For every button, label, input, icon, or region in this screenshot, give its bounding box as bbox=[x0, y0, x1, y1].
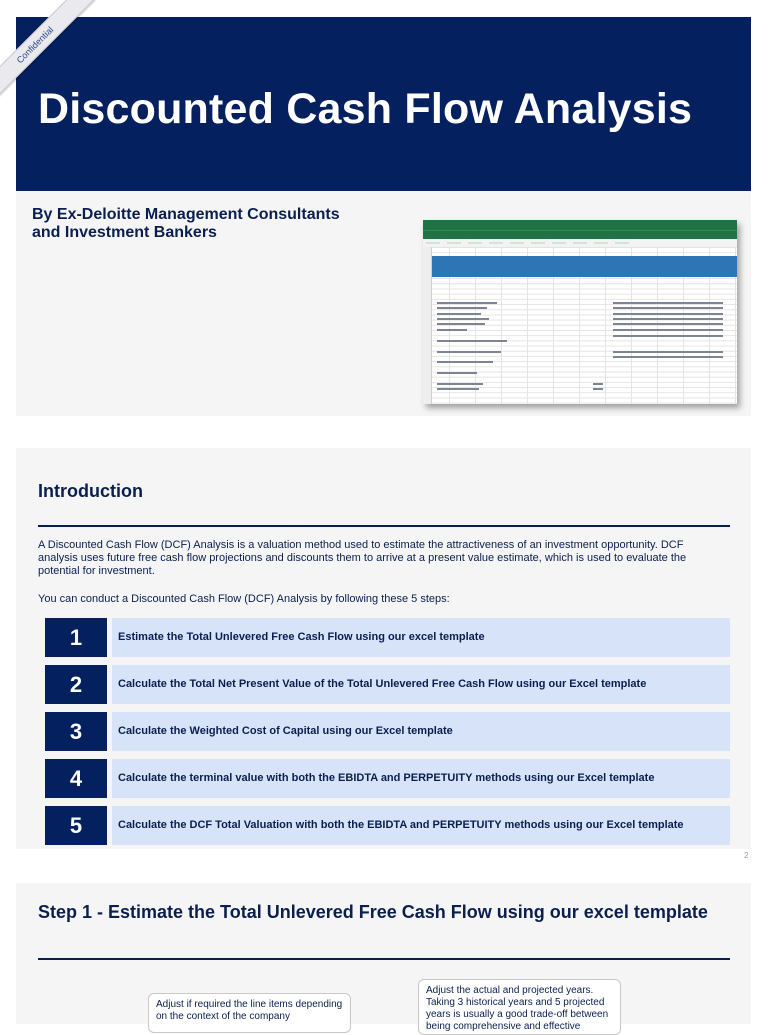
excel-label-line bbox=[437, 361, 493, 363]
excel-value-line bbox=[613, 329, 723, 331]
title-banner bbox=[16, 17, 751, 191]
excel-label-line bbox=[437, 329, 467, 331]
introduction-slide bbox=[16, 448, 751, 849]
excel-label-line bbox=[437, 313, 481, 315]
step-row-4 bbox=[45, 759, 730, 798]
steps-lead-text: You can conduct a Discounted Cash Flow (DCF) Analysis by following these 5 steps: bbox=[38, 593, 450, 605]
excel-value-line bbox=[613, 307, 723, 309]
page-number: 2 bbox=[744, 851, 749, 860]
intro-paragraph: A Discounted Cash Flow (DCF) Analysis is a valuation method used to estimate the attractiveness of an investment opportunity. DCF analysis uses future free cash flow projections and discounts them to arrive at a present value estimate, which is used to evaluate the potential for investment. bbox=[38, 539, 687, 577]
excel-label-line bbox=[437, 302, 497, 304]
excel-ribbon bbox=[423, 230, 737, 239]
heading-divider bbox=[38, 958, 730, 960]
step-description: Calculate the terminal value with both the EBIDTA and PERPETUITY methods using our Excel template bbox=[112, 759, 730, 798]
heading-divider bbox=[38, 525, 730, 527]
excel-label-line bbox=[437, 388, 479, 390]
callout-line-items: Adjust if required the line items depending on the context of the company bbox=[148, 993, 351, 1033]
step-1-slide bbox=[16, 883, 751, 1032]
step-row-2 bbox=[45, 665, 730, 704]
step-description: Estimate the Total Unlevered Free Cash Flow using our excel template bbox=[112, 618, 730, 657]
step-number: 3 bbox=[45, 712, 107, 751]
excel-label-line bbox=[437, 307, 487, 309]
byline: By Ex-Deloitte Management Consultants and Investment Bankers bbox=[32, 206, 340, 241]
excel-label-line bbox=[437, 323, 485, 325]
step-number: 1 bbox=[45, 618, 107, 657]
excel-header-band bbox=[432, 256, 737, 277]
section-heading: Introduction bbox=[38, 481, 143, 501]
excel-value-line bbox=[613, 335, 723, 337]
excel-label-line bbox=[437, 383, 483, 385]
confidential-ribbon: Confidential bbox=[0, 0, 95, 105]
excel-label-line bbox=[437, 318, 489, 320]
excel-value-line bbox=[613, 302, 723, 304]
excel-value-line bbox=[613, 356, 723, 358]
step-row-1 bbox=[45, 618, 730, 657]
excel-label-line bbox=[437, 372, 477, 374]
section-heading: Step 1 - Estimate the Total Unlevered Free Cash Flow using our excel template bbox=[38, 902, 708, 922]
step-description: Calculate the Weighted Cost of Capital using our Excel template bbox=[112, 712, 730, 751]
excel-template-screenshot bbox=[423, 220, 737, 404]
callout-years: Adjust the actual and projected years. Taking 3 historical years and 5 projected years is usually a good trade-off between being comprehensive and effective bbox=[418, 979, 621, 1035]
excel-value-line bbox=[593, 383, 603, 385]
step-number: 5 bbox=[45, 806, 107, 845]
step-number: 4 bbox=[45, 759, 107, 798]
step-number: 2 bbox=[45, 665, 107, 704]
excel-value-line bbox=[613, 351, 723, 353]
excel-row-headers bbox=[423, 247, 432, 404]
document-title: Discounted Cash Flow Analysis bbox=[38, 85, 693, 133]
excel-label-line bbox=[437, 340, 507, 342]
step-row-5 bbox=[45, 806, 730, 845]
excel-value-line bbox=[593, 388, 603, 390]
step-description: Calculate the Total Net Present Value of the Total Unlevered Free Cash Flow using our Excel template bbox=[112, 665, 730, 704]
step-row-3 bbox=[45, 712, 730, 751]
excel-title-bar bbox=[423, 220, 737, 230]
excel-value-line bbox=[613, 313, 723, 315]
step-description: Calculate the DCF Total Valuation with both the EBIDTA and PERPETUITY methods using our Excel template bbox=[112, 806, 730, 845]
excel-value-line bbox=[613, 323, 723, 325]
excel-label-line bbox=[437, 351, 501, 353]
excel-value-line bbox=[613, 318, 723, 320]
